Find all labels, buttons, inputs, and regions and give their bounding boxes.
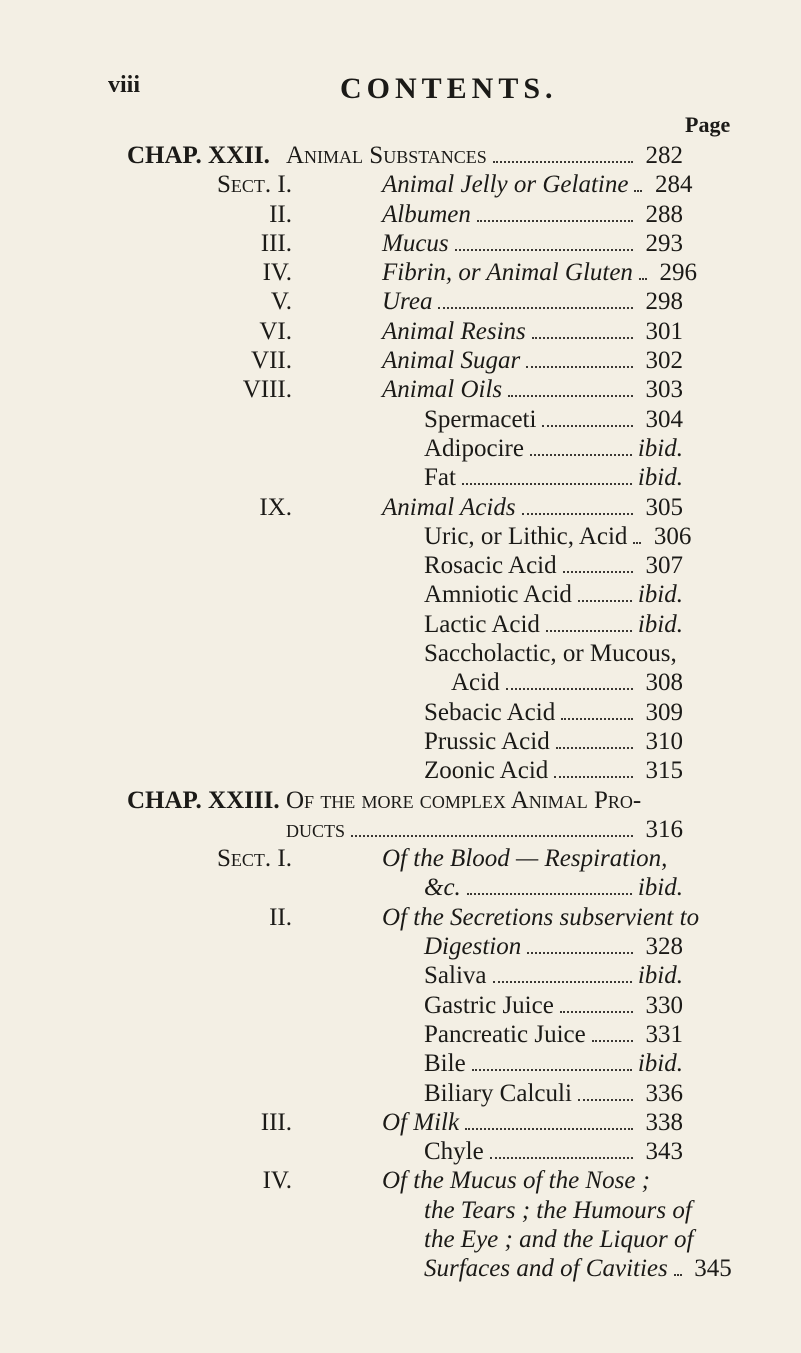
page-number: 293 — [645, 229, 683, 257]
toc-entry — [424, 405, 683, 434]
entry-title: Sebacic Acid — [424, 698, 556, 726]
toc-entry — [382, 903, 700, 932]
toc-entry — [424, 610, 683, 639]
entry-title: Chyle — [424, 1138, 484, 1166]
entry-title: Adipocire — [424, 434, 524, 462]
toc-entry — [424, 932, 683, 961]
toc-entry — [382, 317, 683, 346]
entry-title: &c. — [424, 874, 461, 902]
toc-row — [0, 873, 801, 902]
dot-leader — [522, 513, 633, 515]
toc-row — [0, 668, 801, 697]
entry-title: Of Milk — [382, 1108, 460, 1136]
dot-leader — [578, 600, 632, 602]
dot-leader — [467, 893, 632, 895]
toc-entry — [424, 551, 683, 580]
toc-entry — [382, 200, 683, 229]
toc-row — [0, 522, 801, 551]
toc-row — [0, 698, 801, 727]
entry-title: the Eye ; and the Liquor of — [424, 1225, 694, 1253]
page-number: ibid. — [637, 1050, 683, 1078]
entry-title: Of the Secretions subservient to — [382, 903, 700, 931]
toc-entry — [424, 1196, 692, 1225]
toc-row — [0, 375, 801, 404]
toc-entry — [424, 434, 683, 463]
dot-leader — [493, 161, 633, 163]
dot-leader — [455, 249, 633, 251]
toc-entry — [286, 786, 683, 815]
toc-entry — [451, 668, 683, 697]
dot-leader — [592, 1040, 633, 1042]
toc-entry — [424, 873, 683, 902]
dot-leader — [508, 395, 633, 397]
page-number: ibid. — [637, 464, 683, 492]
toc-row — [0, 580, 801, 609]
toc-row — [0, 287, 801, 316]
entry-title: Animal Jelly or Gelatine — [382, 171, 629, 199]
section-number: II. — [269, 200, 292, 228]
entry-title: Surfaces and of Cavities — [424, 1255, 668, 1283]
toc-row — [0, 1020, 801, 1049]
entry-title: Prussic Acid — [424, 727, 550, 755]
page-number: ibid. — [637, 581, 683, 609]
toc-row — [0, 141, 801, 170]
toc-entry — [382, 844, 683, 873]
chapter-number: CHAP. XXII. — [127, 142, 270, 169]
toc-row — [0, 1108, 801, 1137]
toc-entry — [424, 698, 683, 727]
section-number: V. — [270, 288, 292, 316]
entry-title: Of the more complex Animal Pro- — [286, 786, 642, 814]
page-number: 288 — [645, 200, 683, 228]
entry-title: Acid — [451, 669, 500, 697]
dot-leader — [561, 718, 633, 720]
section-number: Sect. I. — [217, 171, 292, 199]
dot-leader — [560, 1011, 633, 1013]
page-number: 302 — [645, 347, 683, 375]
toc-row — [0, 903, 801, 932]
entry-title: Animal Substances — [286, 142, 487, 169]
entry-title: Albumen — [382, 200, 471, 228]
toc-entry — [424, 580, 683, 609]
entry-title: Uric, or Lithic, Acid — [424, 522, 628, 550]
toc-row — [0, 1254, 801, 1283]
entry-title: ducts — [286, 815, 346, 843]
toc-entry — [424, 1079, 683, 1108]
page-number: ibid. — [637, 610, 683, 638]
dot-leader — [578, 1099, 633, 1101]
toc-entry — [382, 346, 683, 375]
page-number: 316 — [645, 815, 683, 843]
page-number: 315 — [645, 757, 683, 785]
section-number: III. — [260, 1108, 292, 1136]
dot-leader — [563, 571, 633, 573]
dot-leader — [542, 425, 633, 427]
toc-row — [0, 961, 801, 990]
dot-leader — [477, 220, 633, 222]
toc-row — [0, 1049, 801, 1078]
toc-entry — [424, 1020, 683, 1049]
toc-row — [0, 991, 801, 1020]
toc-row — [0, 844, 801, 873]
section-number: Sect. I. — [217, 845, 292, 873]
toc-row — [0, 493, 801, 522]
toc-entry — [424, 756, 683, 785]
section-number: IV. — [262, 1167, 292, 1195]
entry-title: Pancreatic Juice — [424, 1020, 586, 1048]
section-number: III. — [260, 229, 292, 257]
dot-leader — [351, 835, 633, 837]
toc-entry — [286, 141, 683, 170]
entry-title: Gastric Juice — [424, 991, 554, 1019]
page-number: ibid. — [637, 962, 683, 990]
entry-title: Animal Sugar — [382, 347, 521, 375]
dot-leader — [554, 776, 633, 778]
toc-entry — [424, 1225, 694, 1254]
toc-row — [0, 317, 801, 346]
toc-row — [0, 610, 801, 639]
dot-leader — [493, 981, 632, 983]
toc-row — [0, 170, 801, 199]
dot-leader — [462, 483, 632, 485]
toc-row — [0, 639, 801, 668]
table-of-contents — [0, 141, 801, 1284]
toc-entry — [382, 229, 683, 258]
dot-leader — [465, 1128, 633, 1130]
toc-row — [0, 405, 801, 434]
entry-title: Animal Oils — [382, 376, 503, 404]
toc-row — [0, 727, 801, 756]
entry-title: Animal Acids — [382, 493, 516, 521]
toc-entry — [424, 1254, 732, 1283]
toc-row — [0, 346, 801, 375]
entry-title: Amniotic Acid — [424, 581, 572, 609]
toc-entry — [382, 493, 683, 522]
toc-entry — [382, 287, 683, 316]
toc-entry — [382, 258, 697, 287]
page-number: 338 — [645, 1108, 683, 1136]
toc-row — [0, 200, 801, 229]
section-number: VII. — [251, 347, 292, 375]
dot-leader — [530, 454, 632, 456]
toc-row — [0, 463, 801, 492]
toc-entry — [424, 1049, 683, 1078]
entry-title: Animal Resins — [382, 317, 526, 345]
page-number: 282 — [645, 142, 683, 169]
chapter-number: CHAP. XXIII. — [127, 786, 280, 814]
dot-leader — [546, 630, 632, 632]
folio-number: viii — [108, 72, 141, 98]
page-number: 303 — [645, 376, 683, 404]
toc-row — [0, 932, 801, 961]
page-number: 343 — [645, 1138, 683, 1166]
toc-entry — [286, 815, 683, 844]
page-number: 330 — [645, 991, 683, 1019]
dot-leader — [526, 366, 633, 368]
page-number: 305 — [645, 493, 683, 521]
toc-row — [0, 815, 801, 844]
page-number: ibid. — [637, 434, 683, 462]
page-number: 301 — [645, 317, 683, 345]
entry-title: Fibrin, or Animal Gluten — [382, 259, 633, 287]
entry-title: Of the Mucus of the Nose ; — [382, 1167, 651, 1195]
toc-entry — [382, 1108, 683, 1137]
page-number: 307 — [645, 552, 683, 580]
dot-leader — [633, 542, 641, 544]
section-number: VI. — [259, 317, 292, 345]
dot-leader — [634, 190, 642, 192]
toc-entry — [424, 639, 683, 668]
entry-title: Saliva — [424, 962, 487, 990]
running-title: CONTENTS. — [340, 72, 558, 105]
entry-title: the Tears ; the Humours of — [424, 1196, 692, 1224]
dot-leader — [639, 278, 647, 280]
toc-row — [0, 258, 801, 287]
entry-title: Rosacic Acid — [424, 552, 557, 580]
dot-leader — [527, 952, 633, 954]
page-number: 336 — [645, 1079, 683, 1107]
page-number: 298 — [645, 288, 683, 316]
page-number: 304 — [645, 405, 683, 433]
section-number: IV. — [262, 259, 292, 287]
page-number: 308 — [645, 669, 683, 697]
toc-entry — [424, 522, 692, 551]
page-number: 345 — [694, 1255, 732, 1283]
entry-title: Spermaceti — [424, 405, 537, 433]
page-number: ibid. — [637, 874, 683, 902]
page-number: 296 — [659, 259, 697, 287]
entry-title: Saccholactic, or Mucous, — [424, 640, 677, 668]
toc-entry — [424, 463, 683, 492]
dot-leader — [556, 747, 633, 749]
entry-title: Lactic Acid — [424, 610, 540, 638]
section-number: VIII. — [242, 376, 292, 404]
page-header — [108, 72, 748, 112]
entry-title: Urea — [382, 288, 433, 316]
toc-entry — [424, 991, 683, 1020]
toc-entry — [424, 961, 683, 990]
toc-entry — [424, 1137, 683, 1166]
entry-title: Biliary Calculi — [424, 1079, 572, 1107]
entry-title: Fat — [424, 464, 456, 492]
entry-title: Zoonic Acid — [424, 757, 549, 785]
page-number: 328 — [645, 933, 683, 961]
page-number: 310 — [645, 727, 683, 755]
section-number: II. — [269, 903, 292, 931]
section-number: IX. — [259, 493, 292, 521]
toc-entry — [382, 1166, 683, 1195]
toc-row — [0, 551, 801, 580]
toc-row — [0, 434, 801, 463]
page-number: 306 — [653, 522, 692, 550]
dot-leader — [490, 1157, 633, 1159]
toc-row — [0, 1079, 801, 1108]
page-number: 331 — [645, 1020, 683, 1048]
page-number: 309 — [645, 698, 683, 726]
toc-row — [0, 229, 801, 258]
page-number: 284 — [654, 171, 693, 199]
toc-row — [0, 756, 801, 785]
dot-leader — [532, 337, 633, 339]
dot-leader — [438, 307, 633, 309]
toc-row — [0, 786, 801, 815]
dot-leader — [674, 1274, 682, 1276]
toc-entry — [382, 170, 693, 199]
toc-row — [0, 1166, 801, 1195]
entry-title: Of the Blood — Respiration, — [382, 845, 668, 873]
toc-row — [0, 1225, 801, 1254]
toc-entry — [424, 727, 683, 756]
page-column-label: Page — [685, 112, 731, 137]
dot-leader — [472, 1069, 632, 1071]
dot-leader — [506, 688, 633, 690]
entry-title: Digestion — [424, 933, 522, 961]
toc-row — [0, 1137, 801, 1166]
toc-entry — [382, 375, 683, 404]
toc-row — [0, 1196, 801, 1225]
entry-title: Bile — [424, 1050, 466, 1078]
entry-title: Mucus — [382, 229, 449, 257]
